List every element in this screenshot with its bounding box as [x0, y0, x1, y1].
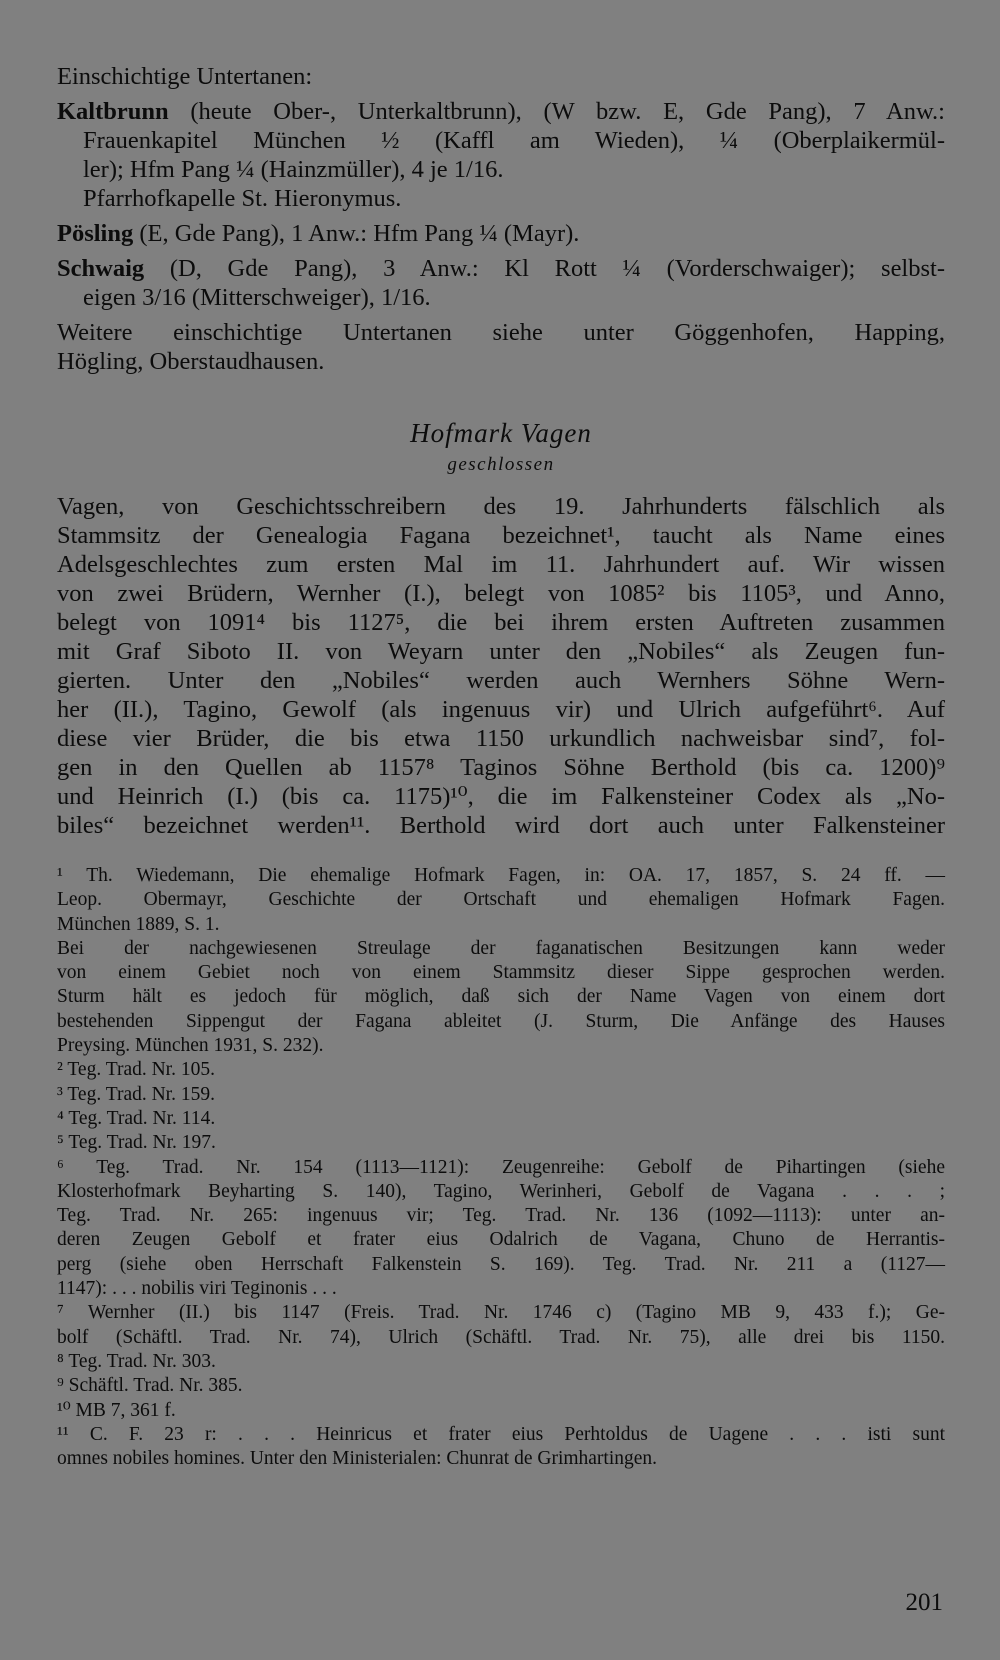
- hofmark-heading: Hofmark Vagen: [410, 418, 592, 448]
- footnote-line: perg (siehe oben Herrschaft Falkenstein S. 169). Teg. Trad. Nr. 211 a (1127—: [57, 1253, 945, 1275]
- entry-kaltbrunn-line2: Frauenkapitel München ½ (Kaffl am Wieden), ¼ (Oberplaikermül-: [83, 127, 945, 154]
- body-line: Stammsitz der Genealogia Fagana bezeichnet¹, taucht als Name eines: [57, 522, 945, 549]
- hofmark-subheading: geschlossen: [447, 454, 555, 475]
- weitere-line1: Weitere einschichtige Untertanen siehe unter Göggenhofen, Happing,: [57, 319, 945, 346]
- body-line: mit Graf Siboto II. von Weyarn unter den „Nobiles“ als Zeugen fun-: [57, 638, 945, 665]
- body-line: gierten. Unter den „Nobiles“ werden auch Wernhers Söhne Wern-: [57, 667, 945, 694]
- footnote-line: bolf (Schäftl. Trad. Nr. 74), Ulrich (Schäftl. Trad. Nr. 75), alle drei bis 1150.: [57, 1326, 945, 1348]
- place-name-poesling: Pösling: [57, 220, 134, 247]
- entry-poesling: Pösling (E, Gde Pang), 1 Anw.: Hfm Pang ¼ (Mayr).: [57, 220, 580, 247]
- footnote-line: Teg. Trad. Nr. 265: ingenuus vir; Teg. Trad. Nr. 136 (1092—1113): unter an-: [57, 1205, 945, 1227]
- footnote-line: ¹ Th. Wiedemann, Die ehemalige Hofmark Fagen, in: OA. 17, 1857, S. 24 ff. —: [57, 865, 945, 886]
- body-line: gen in den Quellen ab 1157⁸ Taginos Söhne Berthold (bis ca. 1200)⁹: [57, 754, 945, 781]
- body-line: von zwei Brüdern, Wernher (I.), belegt von 1085² bis 1105³, und Anno,: [57, 580, 945, 607]
- page-number: 201: [905, 1589, 943, 1616]
- entry-schwaig-line2: eigen 3/16 (Mitterschweiger), 1/16.: [83, 284, 431, 311]
- body-line: diese vier Brüder, die bis etwa 1150 urkundlich nachweisbar sind⁷, fol-: [57, 725, 945, 752]
- footnote-line: München 1889, S. 1.: [57, 913, 220, 935]
- weitere-line2: Högling, Oberstaudhausen.: [57, 348, 325, 375]
- footnote-line: bestehenden Sippengut der Fagana ableitet (J. Sturm, Die Anfänge des Hauses: [57, 1010, 945, 1032]
- footnote-line: Leop. Obermayr, Geschichte der Ortschaft und ehemaligen Hofmark Fagen.: [57, 889, 945, 911]
- body-line: her (II.), Tagino, Gewolf (als ingenuus vir) und Ulrich aufgeführt⁶. Auf: [57, 696, 945, 723]
- footnote-line: ⁵ Teg. Trad. Nr. 197.: [57, 1132, 216, 1154]
- footnote-line: ⁷ Wernher (II.) bis 1147 (Freis. Trad. Nr. 1746 c) (Tagino MB 9, 433 f.); Ge-: [57, 1302, 945, 1324]
- footnote-line: omnes nobiles homines. Unter den Ministerialen: Chunrat de Grimhartingen.: [57, 1448, 658, 1470]
- footnote-line: ¹⁰ MB 7, 361 f.: [57, 1399, 176, 1421]
- footnote-line: ⁶ Teg. Trad. Nr. 154 (1113—1121): Zeugenreihe: Gebolf de Pihartingen (siehe: [57, 1156, 945, 1178]
- footnote-line: ⁴ Teg. Trad. Nr. 114.: [57, 1107, 216, 1129]
- footnote-line: ² Teg. Trad. Nr. 105.: [57, 1059, 215, 1081]
- body-line: biles“ bezeichnet werden¹¹. Berthold wird dort auch unter Falkensteiner: [57, 812, 945, 839]
- footnote-line: ⁹ Schäftl. Trad. Nr. 385.: [57, 1375, 243, 1397]
- body-line: Adelsgeschlechtes zum ersten Mal im 11. Jahrhundert auf. Wir wissen: [57, 551, 945, 578]
- place-name-kaltbrunn: Kaltbrunn: [57, 98, 169, 125]
- body-line: belegt von 1091⁴ bis 1127⁵, die bei ihrem ersten Auftreten zusammen: [57, 609, 945, 636]
- entry-kaltbrunn-line3: ler); Hfm Pang ¼ (Hainzmüller), 4 je 1/16.: [83, 156, 504, 183]
- footnote-line: ⁸ Teg. Trad. Nr. 303.: [57, 1350, 216, 1372]
- footnotes: [57, 864, 945, 1471]
- body-line: Vagen, von Geschichtsschreibern des 19. Jahrhunderts fälschlich als: [57, 493, 945, 520]
- entry-schwaig-line1: Schwaig (D, Gde Pang), 3 Anw.: Kl Rott ¼ (Vorderschwaiger); selbst-: [57, 255, 945, 282]
- body-paragraph: [57, 492, 945, 840]
- entry-kaltbrunn-line1: Kaltbrunn (heute Ober-, Unterkaltbrunn), (W bzw. E, Gde Pang), 7 Anw.:: [57, 98, 945, 125]
- footnote-line: Preysing. München 1931, S. 232).: [57, 1035, 324, 1057]
- footnote-line: ³ Teg. Trad. Nr. 159.: [57, 1083, 215, 1105]
- place-name-schwaig: Schwaig: [57, 255, 145, 282]
- entry-kaltbrunn-line4: Pfarrhofkapelle St. Hieronymus.: [83, 185, 402, 212]
- footnote-line: 1147): . . . nobilis viri Teginonis . . .: [57, 1278, 337, 1300]
- footnote-line: Klosterhofmark Beyharting S. 140), Tagino, Werinheri, Gebolf de Vagana . . . ;: [57, 1180, 945, 1202]
- section-title: Einschichtige Untertanen:: [57, 63, 313, 90]
- page-body: [57, 62, 945, 1471]
- footnote-line: von einem Gebiet noch von einem Stammsitz dieser Sippe gesprochen werden.: [57, 962, 945, 984]
- footnote-line: ¹¹ C. F. 23 r: . . . Heinricus et frater eius Perhtoldus de Uagene . . . isti sunt: [57, 1423, 945, 1445]
- body-line: und Heinrich (I.) (bis ca. 1175)¹⁰, die im Falkensteiner Codex als „No-: [57, 783, 945, 810]
- footnote-line: deren Zeugen Gebolf et frater eius Odalrich de Vagana, Chuno de Herrantis-: [57, 1229, 945, 1251]
- footnote-line: Bei der nachgewiesenen Streulage der faganatischen Besitzungen kann weder: [57, 937, 945, 959]
- footnote-line: Sturm hält es jedoch für möglich, daß sich der Name Vagen von einem dort: [57, 986, 945, 1008]
